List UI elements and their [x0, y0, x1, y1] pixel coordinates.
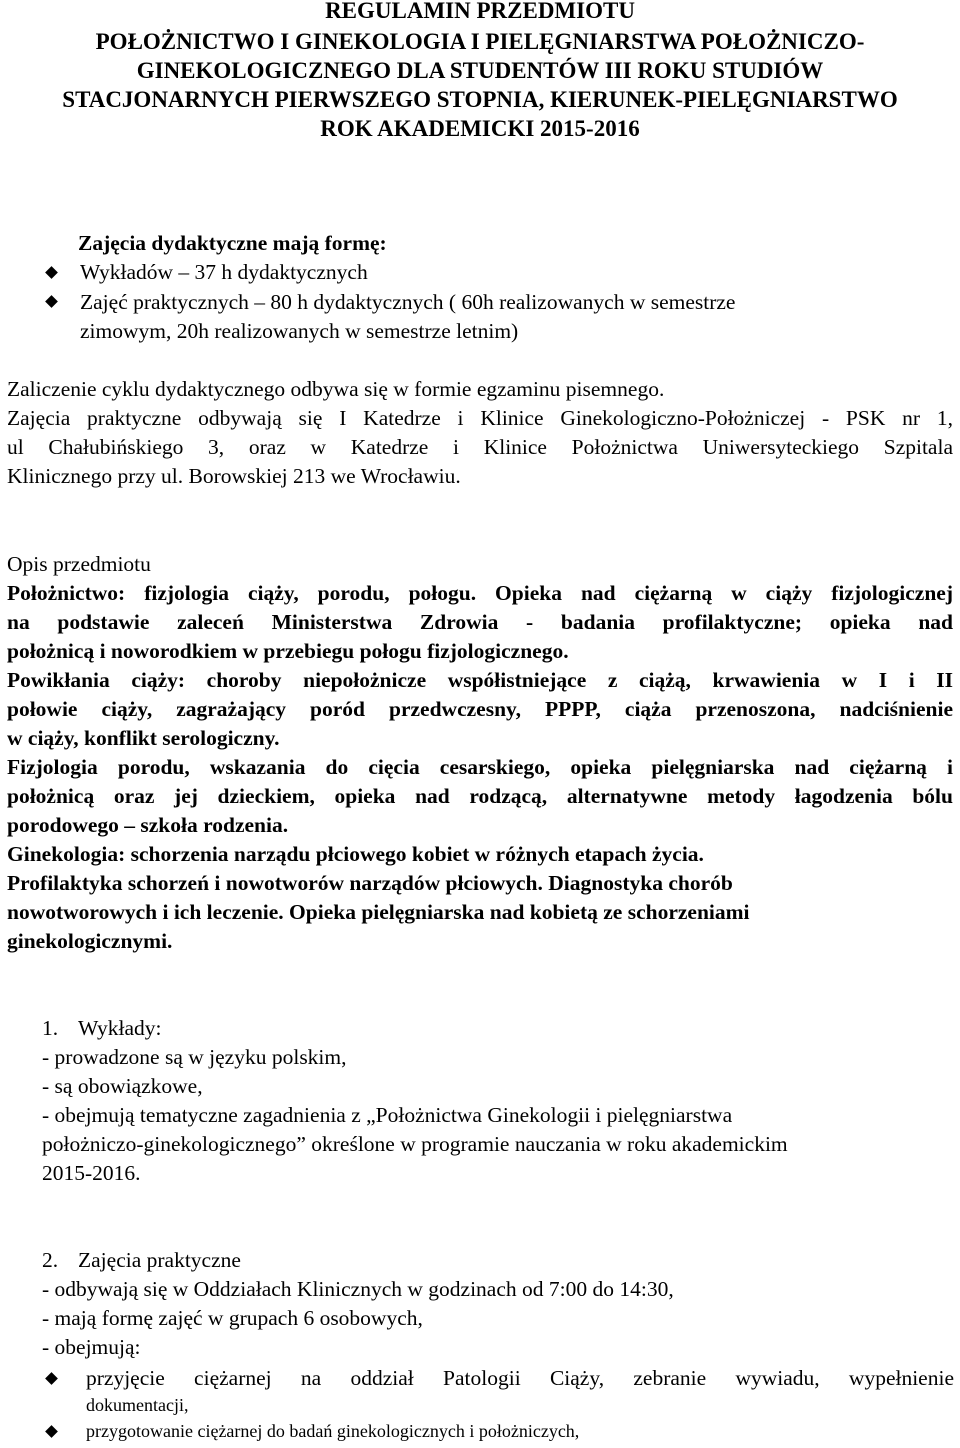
lectures-line: położniczo-ginekologicznego” określone w programie nauczania w roku akademickim — [42, 1132, 788, 1156]
practical-bullet-line-cont: dokumentacji, — [86, 1395, 189, 1415]
forms-item-practical: Zajęć praktycznych – 80 h dydaktycznych ( 60h realizowanych w semestrze — [80, 290, 736, 314]
description-line: Fizjologia porodu, wskazania do cięcia cesarskiego, opieka pielęgniarska nad ciężarną i — [7, 755, 953, 779]
lectures-line: - są obowiązkowe, — [42, 1074, 203, 1098]
diamond-bullet-icon — [45, 266, 58, 279]
description-line: Położnictwo: fizjologia ciąży, porodu, połogu. Opieka nad ciężarną w ciąży fizjologicznej — [7, 581, 953, 605]
practical-bullet-line: przyjęcie ciężarnej na oddział Patologii Ciąży, zebranie wywiadu, wypełnienie — [86, 1366, 954, 1390]
document-title-line-5: ROK AKADEMICKI 2015-2016 — [320, 116, 640, 141]
info-line-3: ul Chałubińskiego 3, oraz w Katedrze i Klinice Położnictwa Uniwersyteckiego Szpitala — [7, 435, 953, 459]
description-heading: Opis przedmiotu — [7, 552, 151, 576]
forms-heading: Zajęcia dydaktyczne mają formę: — [78, 231, 387, 255]
document-title-line-3: GINEKOLOGICZNEGO DLA STUDENTÓW III ROKU STUDIÓW — [136, 58, 824, 83]
forms-item-practical-cont: zimowym, 20h realizowanych w semestrze letnim) — [80, 319, 519, 343]
lectures-number: 1. — [42, 1016, 59, 1040]
description-line: Profilaktyka schorzeń i nowotworów narządów płciowych. Diagnostyka chorób — [7, 871, 733, 895]
description-line: w ciąży, konflikt serologiczny. — [7, 726, 280, 750]
document-title-line-4: STACJONARNYCH PIERWSZEGO STOPNIA, KIERUNEK-PIELĘGNIARSTWO — [62, 87, 898, 112]
description-line: położnicą i noworodkiem w przebiegu połogu fizjologicznego. — [7, 639, 569, 663]
info-line-2: Zajęcia praktyczne odbywają się I Katedrze i Klinice Ginekologiczno-Położniczej - PSK nr 1, — [7, 406, 953, 430]
document-title-line-1: REGULAMIN PRZEDMIOTU — [325, 0, 635, 23]
practical-line: - mają formę zajęć w grupach 6 osobowych, — [42, 1306, 423, 1330]
diamond-bullet-icon — [45, 295, 58, 308]
description-line: Ginekologia: schorzenia narządu płciowego kobiet w różnych etapach życia. — [7, 842, 704, 866]
lectures-line: - obejmują tematyczne zagadnienia z „Położnictwa Ginekologii i pielęgniarstwa — [42, 1103, 733, 1127]
info-line-1: Zaliczenie cyklu dydaktycznego odbywa się w formie egzaminu pisemnego. — [7, 377, 665, 401]
practical-bullet-line: przygotowanie ciężarnej do badań ginekologicznych i położniczych, — [86, 1421, 580, 1441]
lectures-line: 2015-2016. — [42, 1161, 141, 1185]
diamond-bullet-icon — [45, 1372, 58, 1385]
description-line: połowie ciąży, zagrażający poród przedwczesny, PPPP, ciąża przenoszona, nadciśnienie — [7, 697, 953, 721]
practical-number: 2. — [42, 1248, 59, 1272]
description-line: Powikłania ciąży: choroby niepołożnicze współistniejące z ciążą, krwawienia w I i II — [7, 668, 953, 692]
diamond-bullet-icon — [45, 1425, 58, 1438]
practical-heading: Zajęcia praktyczne — [78, 1248, 241, 1272]
description-line: porodowego – szkoła rodzenia. — [7, 813, 289, 837]
description-line: nowotworowych i ich leczenie. Opieka pielęgniarska nad kobietą ze schorzeniami — [7, 900, 750, 924]
description-line: na podstawie zaleceń Ministerstwa Zdrowia - badania profilaktyczne; opieka nad — [7, 610, 953, 634]
info-line-4: Klinicznego przy ul. Borowskiej 213 we Wrocławiu. — [7, 464, 461, 488]
practical-line: - odbywają się w Oddziałach Klinicznych w godzinach od 7:00 do 14:30, — [42, 1277, 674, 1301]
description-line: położnicą oraz jej dzieckiem, opieka nad rodzącą, alternatywne metody łagodzenia bólu — [7, 784, 953, 808]
lectures-heading: Wykłady: — [78, 1016, 162, 1040]
document-title-line-2: POŁOŻNICTWO I GINEKOLOGIA I PIELĘGNIARSTWA POŁOŻNICZO- — [95, 29, 865, 54]
forms-item-lectures: Wykładów – 37 h dydaktycznych — [80, 260, 368, 284]
practical-line: - obejmują: — [42, 1335, 141, 1359]
lectures-line: - prowadzone są w języku polskim, — [42, 1045, 347, 1069]
description-line: ginekologicznymi. — [7, 929, 173, 953]
